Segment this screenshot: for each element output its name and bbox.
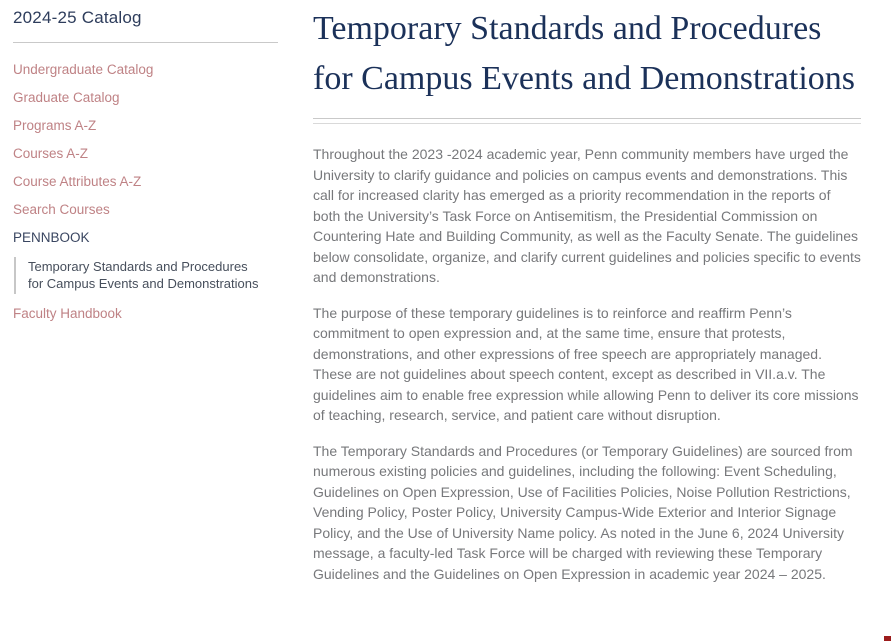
paragraph-intro: Throughout the 2023 -2024 academic year, Penn community members have urged the University to clarify guidance and policies on campus events and demonstrations. This call for increased clarity has emerged as a priority recommendation in the reports of both the University’s Task Force on Antisemitism, the Presidential Commission on Countering Hate and Building Community, as well as the Faculty Senate. The guidelines below consolidate, organize, and clarify current guidelines and policies specific to events and demonstrations. <box>313 146 861 285</box>
sidebar-item-undergraduate-catalog[interactable]: Undergraduate Catalog <box>13 62 154 77</box>
title-divider <box>313 118 861 124</box>
sidebar-divider <box>13 42 278 43</box>
sidebar-item-courses-az[interactable]: Courses A-Z <box>13 146 89 161</box>
corner-mark <box>884 636 891 641</box>
page-title: Temporary Standards and Procedures for Campus Events and Demonstrations <box>313 10 856 97</box>
sidebar-item-current-page[interactable]: Temporary Standards and Procedures for Campus Events and Demonstrations <box>14 257 264 294</box>
sidebar-item-programs-az[interactable]: Programs A-Z <box>13 118 97 133</box>
paragraph-purpose: The purpose of these temporary guidelines is to reinforce and reaffirm Penn’s commitment to open expression and, at the same time, ensure that protests, demonstrations, and other expressions of free speech are appropriately managed. These are not guidelines about speech content, except as described in VII.a.v. The guidelines aim to enable free expression while allowing Penn to deliver its core missions of teaching, research, service, and patient care without disruption. <box>313 304 859 423</box>
sidebar-item-course-attributes-az[interactable]: Course Attributes A-Z <box>13 174 142 189</box>
sidebar-item-search-courses[interactable]: Search Courses <box>13 202 110 217</box>
sidebar-item-faculty-handbook[interactable]: Faculty Handbook <box>13 306 122 321</box>
body-copy <box>313 144 861 584</box>
paragraph-sources: The Temporary Standards and Procedures (or Temporary Guidelines) are sourced from numerous existing policies and guidelines, including the following: Event Scheduling, Guidelines on Open Expression, Use of Facilities Policies, Noise Pollution Restrictions, Vending Policy, Poster Policy, University Campus-Wide Exterior and Interior Signage Policy, and the Use of University Name policy. As noted in the June 6, 2024 University message, a faculty-led Task Force will be charged with reviewing these Temporary Guidelines and the Guidelines on Open Expression in academic year 2024 – 2025. <box>313 442 853 582</box>
sidebar-nav <box>13 56 279 328</box>
sidebar <box>13 8 279 328</box>
main-content <box>313 0 861 599</box>
sidebar-item-graduate-catalog[interactable]: Graduate Catalog <box>13 90 120 105</box>
catalog-title: 2024-25 Catalog <box>13 8 142 27</box>
sidebar-section-pennbook[interactable]: PENNBOOK <box>13 230 90 245</box>
